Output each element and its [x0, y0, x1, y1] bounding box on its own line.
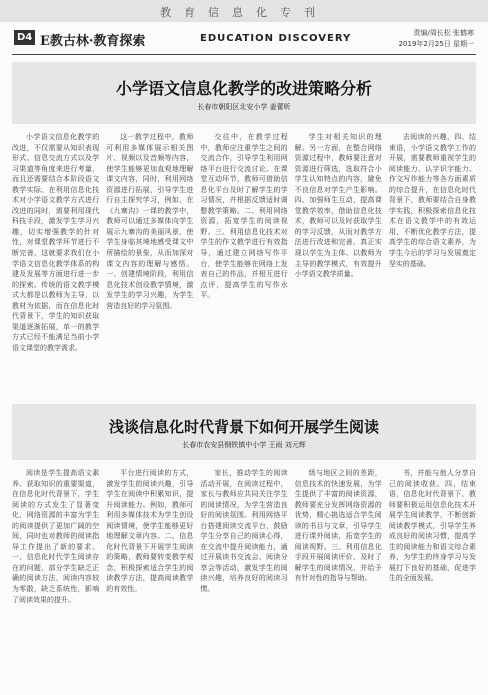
- issue-date: 2019年2月25日 星期一: [398, 40, 474, 48]
- paragraph: 交往中，在教学过程中，教师应注重学生之间的交流合作，引导学生利用网络平台进行交流讨论。在课堂互动环节，教师可借助信息化平台及时了解学生的学习情况，并根据反馈适时调整教学策略。二、利用网络资源，拓宽学生的阅读视野。三、利用信息化技术对学生的作文教学进行有效指导，通过建立网络写作平台，使学生能够在网络上发表自己的作品，并相互进行点评，提高学生的写作水平。: [200, 133, 288, 300]
- paragraph: 平台进行阅读的方式，激发学生的阅读兴趣，引导学生在阅读中积累知识，提升阅读能力。例如，教师可利用多媒体技术为学生创设阅读情境，使学生能够更好地理解文章内容。二、信息化时代背景下开展学生阅读的策略，教师要转变教学观念，积极探索适合学生的阅读教学方法，提高阅读教学的有效性。: [106, 469, 194, 594]
- header-strip: [0, 0, 488, 22]
- paragraph: 这一教学过程中，教师可利用多媒体展示相关图片、视频以及音频等内容，使学生能够更加直观地理解课文内容，同时，利用网络资源进行拓展，引导学生进行自主探究学习，例如，在《九寨沟》一课的教学中，教师可以通过多媒体向学生展示九寨沟的美丽风景，使学生身临其境地感受课文中所描绘的景象，从而加深对课文内容的理解与感悟。一、创建情境阶段，利用信息化技术创设教学情境，激发学生的学习兴趣，为学生营造良好的学习氛围。: [106, 133, 194, 310]
- article-1-byline: 长春市朝阳区北安小学 姜蕾昕: [197, 103, 291, 111]
- article-1-column: [295, 132, 382, 398]
- editor-info: 责编/周长松 张鹤寒: [413, 29, 474, 37]
- article-2-column: [200, 468, 287, 688]
- paragraph: 级与地区之间的差距，信息技术的快速发展，为学生提供了丰富的阅读资源，教师要充分发挥网络资源的优势，精心挑选适合学生阅读的书目与文章，引导学生进行课外阅读，拓宽学生的阅读视野。三、利用信息化手段开展阅读评价，及时了解学生的阅读情况，并给予有针对性的指导与帮助。: [294, 469, 382, 583]
- article-1-column: [200, 132, 287, 398]
- paragraph: 书，并能与他人分享自己的阅读收获。四、结束语，信息化时代背景下，教师要积极运用信息化技术开展学生阅读教学，不断创新阅读教学模式，引导学生养成良好的阅读习惯，提高学生的阅读能力和语文综合素养，为学生的终身学习与发展打下良好的基础，促进学生的全面发展。: [388, 469, 477, 583]
- article-2-title: 浅谈信息化时代背景下如何开展学生阅读: [108, 418, 379, 436]
- article-2-column: [295, 468, 382, 688]
- article-1-column: [389, 132, 476, 398]
- paragraph: 阅读是学生提高语文素养、获取知识的重要渠道，在信息化时代背景下，学生阅读的方式发生了显著变化，网络资源的丰富为学生的阅读提供了更加广阔的空间，同时也对教师的阅读指导工作提出了新的要求。一、信息化时代学生阅读存在的问题，部分学生缺乏正确的阅读方法，阅读内容较为零散，缺乏系统性，影响了阅读效果的提升。: [12, 469, 100, 604]
- article-1-title: 小学语文信息化教学的改进策略分析: [115, 79, 372, 98]
- article-2-column: [389, 468, 476, 688]
- paragraph: 学生对相关知识的理解。另一方面，在整合网络资源过程中，教师要注意对资源进行筛选，选取符合小学生认知特点的内容，避免不良信息对学生产生影响。四、加强师生互动，提高课堂教学效率，借助信息化技术，教师可以及时获取学生的学习反馈，从而对教学方法进行改进和完善，真正实现以学生为主体、以教师为主导的教学模式，有效提升小学语文教学质量。: [294, 133, 382, 279]
- column-title: E教古林·教育探索: [40, 34, 146, 49]
- article-2-column: [12, 468, 99, 688]
- article-2-column: [106, 468, 193, 688]
- page-number-badge: D4: [14, 30, 35, 45]
- article-1-column: [106, 132, 193, 398]
- article-1-header: [12, 62, 476, 124]
- masthead-divider: [12, 54, 476, 55]
- supplement-title: 教育信息化专刊: [160, 6, 328, 19]
- paragraph: 家长，推动学生的阅读活动开展，在阅读过程中，家长与教师应共同关注学生的阅读情况，为学生营造良好的阅读氛围。利用网络平台搭建阅读交流平台，鼓励学生分享自己的阅读心得，在交流中提升阅读能力，通过开展读书交流会、阅读分享会等活动，激发学生的阅读兴趣，培养良好的阅读习惯。: [200, 469, 288, 594]
- article-2-body: [12, 468, 476, 688]
- paragraph: 去阅读的兴趣，四、结束语，小学语文教学工作的开展，需要教师重视学生的阅读能力、认字识字能力、作文写作能力等各方面素质的综合提升，在信息化时代背景下，教师要结合自身教学实践，积极探索信息化技术在语文教学中的有效运用，不断优化教学方法，提高学生的综合语文素养，为学生今后的学习与发展奠定坚实的基础。: [388, 133, 477, 268]
- article-2-byline: 长春市农安县钢铁镇中小学 王雨 刘元辉: [182, 441, 306, 449]
- article-1-column: [12, 132, 99, 398]
- article-2-header: [12, 404, 476, 460]
- article-1-body: [12, 132, 476, 398]
- column-title-english: EDUCATION DISCOVERY: [200, 33, 352, 44]
- masthead: [0, 24, 488, 56]
- paragraph: 小学语文信息化教学的改进，不仅需要从知识表现形式、信息交流方式以及学习渠道等角度来进行考量，而且还需要结合本阶段语文教学实际。在利用信息化技术对小学语文教学方式进行改进的同时，需要利用现代科技手段，激发学生学习兴趣，切实增强教学的针对性，对课堂教学环节进行不断完善，这就要求我们在小学语文信息化教学体系的构建及发展等方面进行进一步的探索。传统的语文教学模式大都是以教师为主导，以教材为依据，而在信息化时代背景下，学生的知识获取渠道逐渐拓展，单一的教学方式已经不能满足当前小学语文课堂的教学需求。: [12, 133, 100, 352]
